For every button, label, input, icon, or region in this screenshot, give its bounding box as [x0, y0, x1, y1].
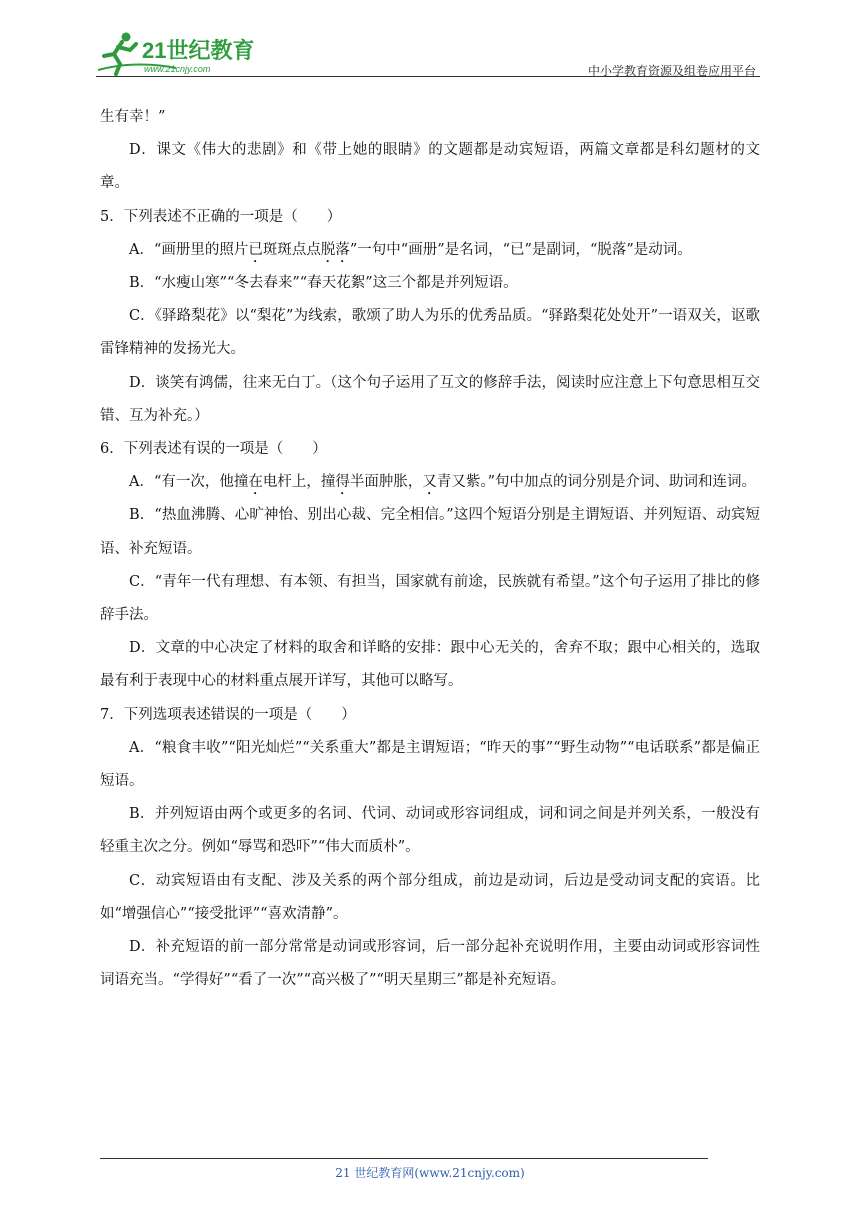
footer-divider [100, 1158, 708, 1159]
question-5-option-a: A．“画册里的照片已斑斑点点脱落”一句中“画册”是名词，“已”是副词，“脱落”是动词。 [129, 241, 692, 258]
question-5-stem: 5．下列表述不正确的一项是（ ） [100, 208, 342, 225]
question-5-option-b: B．“水瘦山寒”“冬去春来”“春天花絮”这三个都是并列短语。 [129, 275, 518, 292]
question-7-option-d: D．补充短语的前一部分常常是动词或形容词，后一部分起补充说明作用，主要由动词或形容词性词语充当。“学得好”“看了一次”“高兴极了”“明天星期三”都是补充短语。 [100, 939, 760, 989]
dotted-word: 在 [248, 474, 263, 491]
question-7-stem: 7．下列选项表述错误的一项是（ ） [100, 706, 356, 723]
question-6-stem: 6．下列表述有误的一项是（ ） [100, 441, 327, 458]
dotted-word: 又 [422, 474, 437, 491]
logo [96, 30, 266, 76]
question-6-option-b: B．“热血沸腾、心旷神怡、别出心裁、完全相信。”这四个短语分别是主谓短语、并列短语、动宾短语、补充短语。 [100, 507, 760, 557]
question-5-option-d: D．谈笑有鸿儒，往来无白丁。（这个句子运用了互文的修辞手法，阅读时应注意上下句意思相互交错、互为补充。） [100, 374, 760, 424]
dotted-word: 得 [335, 474, 350, 491]
question-7-option-c: C．动宾短语由有支配、涉及关系的两个部分组成，前边是动词，后边是受动词支配的宾语。比如“增强信心”“接受批评”“喜欢清静”。 [100, 872, 760, 922]
question-6-option-a: A．“有一次，他撞在电杆上，撞得半面肿胀，又青又紫。”句中加点的词分别是介词、助词和连词。 [129, 474, 757, 491]
logo-text: 21世纪教育 [142, 38, 255, 63]
site-name: 中小学教育资源及组卷应用平台 [587, 64, 756, 78]
question-6-option-c: C．“青年一代有理想、有本领、有担当，国家就有前途，民族就有希望。”这个句子运用了排比的修辞手法。 [100, 573, 760, 624]
logo-url: www.21cnjy.com [144, 64, 211, 74]
header-divider [96, 76, 760, 77]
question-5-option-c: C．《驿路梨花》以“梨花”为线索，歌颂了助人为乐的优秀品质。“驿路梨花处处开”一语双关，讴歌雷锋精神的发扬光大。 [100, 308, 760, 358]
dotted-word: 已 [248, 241, 263, 258]
question-7-option-b: B．并列短语由两个或更多的名词、代词、动词或形容词组成，词和词之间是并列关系，一般没有轻重主次之分。例如“辱骂和恐吓”“伟大而质朴”。 [100, 806, 760, 856]
question-6-option-d: D．文章的中心决定了材料的取舍和详略的安排：跟中心无关的，舍弃不取；跟中心相关的，选取最有利于表现中心的材料重点展开详写，其他可以略写。 [100, 640, 760, 690]
document-body [100, 101, 760, 997]
previous-option-d: D．课文《伟大的悲剧》和《带上她的眼睛》的文题都是动宾短语，两篇文章都是科幻题材的文章。 [100, 142, 760, 192]
previous-option-tail: 生有幸！” [100, 109, 166, 125]
page-header [96, 30, 760, 80]
question-7-option-a: A．“粮食丰收”“阳光灿烂”“关系重大”都是主谓短语；“昨天的事”“野生动物”“电话联系”都是偏正短语。 [100, 739, 760, 790]
footer-text: 21 世纪教育网(www.21cnjy.com) [335, 1166, 525, 1180]
dotted-word: 脱落 [320, 241, 350, 258]
